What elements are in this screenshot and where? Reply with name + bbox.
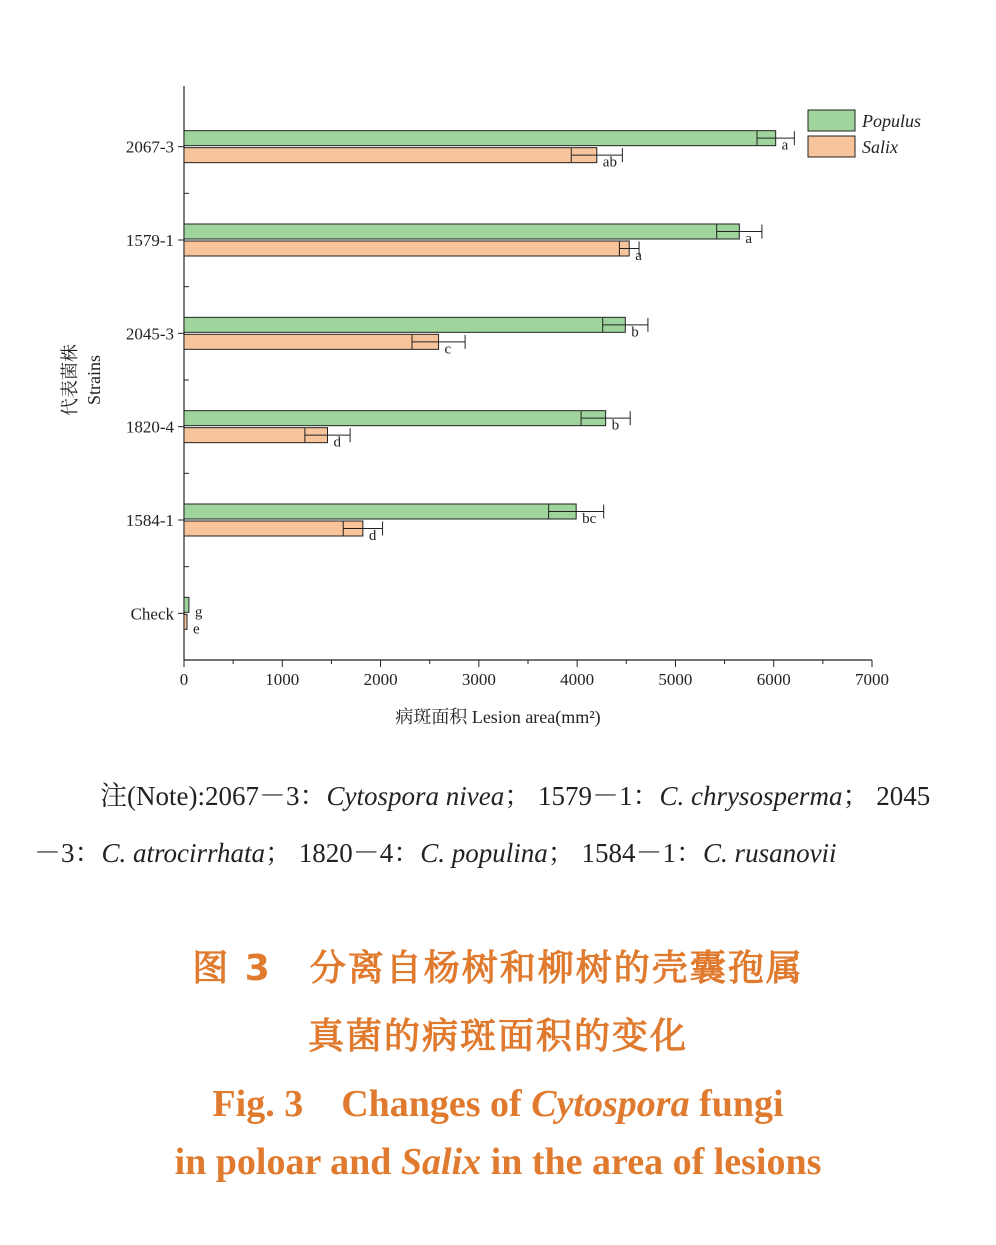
x-tick-label: 2000	[363, 670, 398, 689]
y-tick-label: 2067-3	[125, 137, 174, 157]
significance-label: a	[781, 137, 789, 154]
bar-populus	[184, 597, 189, 612]
bar-populus	[184, 504, 576, 519]
bar-salix	[184, 334, 439, 349]
significance-label: b	[611, 417, 620, 434]
bar-populus	[184, 224, 739, 239]
note-sep: ；	[265, 838, 293, 868]
legend-swatch-salix	[808, 136, 855, 157]
note-item-5-code: 1584－1	[581, 838, 677, 868]
bar-populus	[184, 317, 625, 332]
x-tick-label: 1000	[265, 670, 300, 689]
caption-en-line2-b: in the area of lesions	[481, 1141, 822, 1183]
y-tick-label: 1820-4	[125, 417, 174, 437]
caption-en-line1	[0, 1072, 996, 1127]
bar-populus	[184, 411, 606, 426]
chart-bars	[184, 131, 794, 630]
note-item-5-species: C. rusanovii	[703, 838, 837, 868]
y-tick-label: 1579-1	[125, 231, 174, 250]
significance-label: a	[635, 248, 642, 264]
note-sep: ；	[504, 781, 532, 811]
significance-label: e	[192, 621, 200, 638]
figure-note: 注(Note):2067－3：Cytospora nivea； 1579－1：C. chrysosperma； 2045－3：C. atrocirrhata； 1820－4：C. populina； 1584－1：C. rusanovii	[34, 781, 931, 868]
x-tick-label: 6000	[756, 670, 791, 689]
note-prefix: 注(Note):	[100, 781, 205, 811]
x-tick-label: 7000	[855, 670, 889, 689]
x-tick-label: 4000	[560, 670, 595, 689]
y-axis-title-en: Strains	[84, 354, 104, 406]
bar-salix	[184, 614, 187, 629]
caption-en-line2	[0, 1140, 996, 1184]
y-axis-title-cn: 代表菌株	[60, 344, 80, 416]
note-item-2-code: 1579－1	[537, 781, 633, 811]
x-tick-label: 3000	[461, 670, 496, 689]
caption-en-line1-b: fungi	[689, 1083, 784, 1125]
x-axis-title: 病斑面积 Lesion area(mm²)	[395, 707, 601, 727]
caption-en-line1-a: Fig. 3 Changes of	[212, 1083, 532, 1125]
x-tick-label: 0	[179, 670, 189, 689]
note-sep: ；	[547, 838, 575, 868]
chart-legend	[808, 110, 921, 157]
note-item-2-species: C. chrysosperma	[659, 781, 843, 811]
significance-label: d	[368, 528, 377, 544]
significance-label: ab	[602, 154, 617, 171]
caption-cn-line1: 图 3 分离自杨树和柳树的壳囊孢属	[192, 948, 804, 989]
legend-swatch-populus	[808, 110, 855, 131]
significance-label: d	[333, 434, 341, 451]
note-item-3-species: C. atrocirrhata	[101, 838, 266, 868]
note-item-4-code: 1820－4	[298, 838, 394, 868]
caption-en-line1-italic: Cytospora	[531, 1083, 690, 1125]
note-item-4-species: C. populina	[420, 838, 548, 868]
significance-label: bc	[582, 511, 597, 527]
caption-en-line2-a: in poloar and	[174, 1141, 401, 1183]
y-tick-label: 2045-3	[125, 324, 174, 344]
y-tick-label: Check	[130, 604, 174, 624]
x-tick-label: 5000	[658, 670, 693, 689]
bar-populus	[184, 131, 776, 146]
y-tick-label: 1584-1	[125, 511, 174, 530]
significance-label: b	[631, 324, 639, 341]
significance-label: a	[745, 231, 752, 247]
bar-salix	[184, 241, 629, 256]
note-sep: ；	[842, 781, 870, 811]
caption-en-line2-italic: Salix	[400, 1141, 482, 1183]
note-item-1-code: 2067－3	[204, 781, 300, 811]
legend-label-populus: Populus	[862, 111, 922, 131]
bar-salix	[184, 521, 363, 536]
significance-label: g	[194, 604, 203, 621]
legend-label-salix: Salix	[862, 137, 898, 157]
note-item-3-code: 2045－3	[34, 781, 931, 868]
chart-labels	[193, 138, 789, 638]
chart-axes	[60, 86, 889, 728]
caption-cn-line2: 真菌的病斑面积的变化	[307, 1016, 688, 1057]
significance-label: c	[444, 341, 452, 358]
bar-salix	[184, 148, 597, 163]
note-item-1-species: Cytospora nivea	[326, 781, 505, 811]
